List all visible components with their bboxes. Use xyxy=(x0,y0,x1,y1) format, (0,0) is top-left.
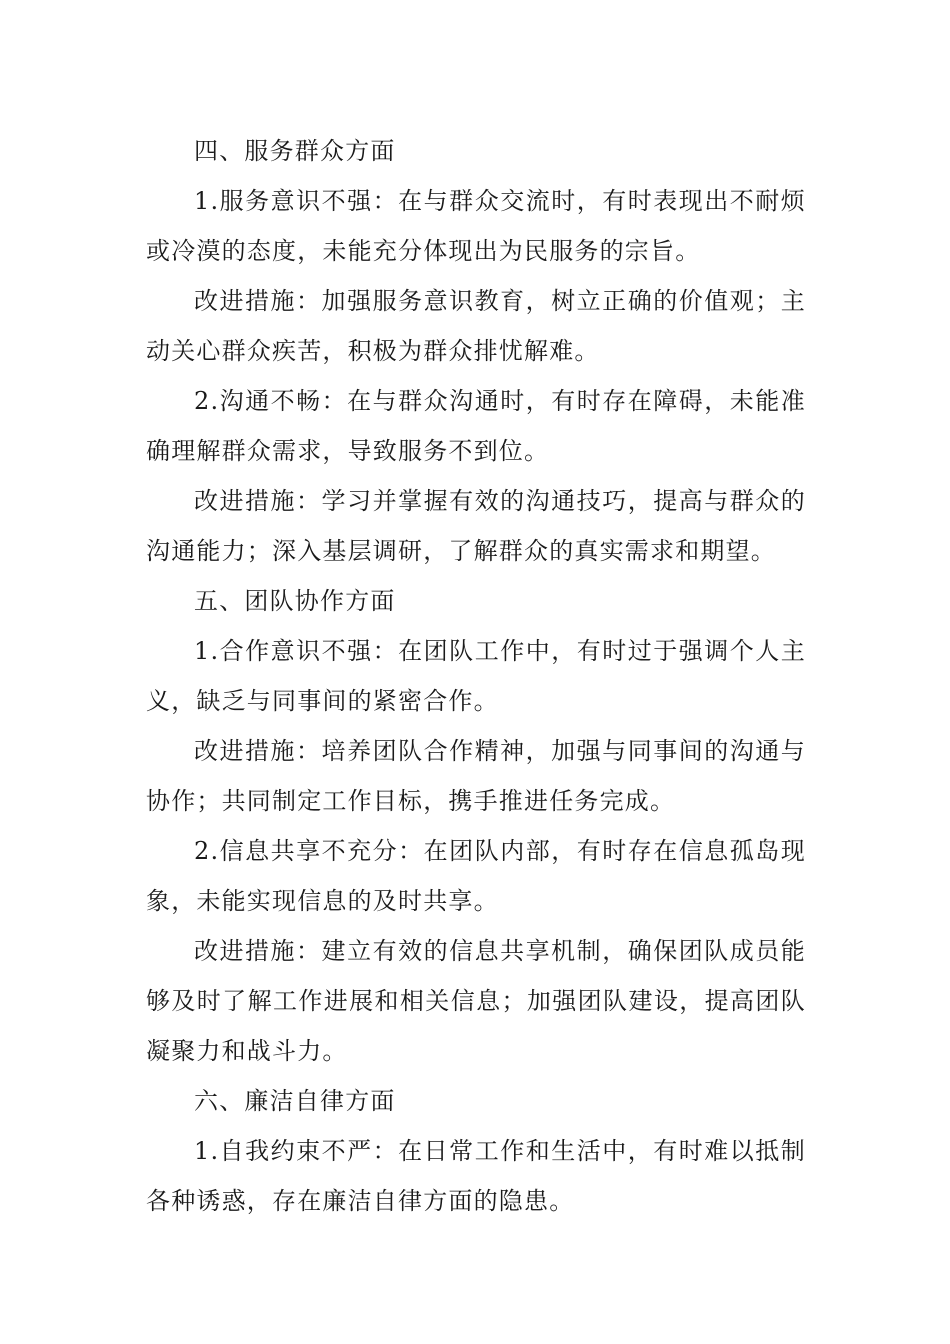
section-heading-integrity: 六、廉洁自律方面 xyxy=(194,1087,396,1115)
improvement-paragraph: 改进措施：加强服务意识教育，树立正确的价值观；主动关心群众疾苦，积极为群众排忧解难。 xyxy=(146,287,806,365)
issue-paragraph: 2.沟通不畅：在与群众沟通时，有时存在障碍，未能准确理解群众需求，导致服务不到位。 xyxy=(146,387,806,465)
issue-paragraph: 1.合作意识不强：在团队工作中，有时过于强调个人主义，缺乏与同事间的紧密合作。 xyxy=(146,637,806,715)
improvement-paragraph: 改进措施：学习并掌握有效的沟通技巧，提高与群众的沟通能力；深入基层调研，了解群众的真实需求和期望。 xyxy=(146,487,806,565)
document-body xyxy=(146,126,806,1226)
improvement-paragraph: 改进措施：建立有效的信息共享机制，确保团队成员能够及时了解工作进展和相关信息；加强团队建设，提高团队凝聚力和战斗力。 xyxy=(146,937,806,1065)
issue-paragraph: 2.信息共享不充分：在团队内部，有时存在信息孤岛现象，未能实现信息的及时共享。 xyxy=(146,837,806,915)
issue-paragraph: 1.自我约束不严：在日常工作和生活中，有时难以抵制各种诱惑，存在廉洁自律方面的隐患。 xyxy=(146,1137,806,1215)
improvement-paragraph: 改进措施：培养团队合作精神，加强与同事间的沟通与协作；共同制定工作目标，携手推进任务完成。 xyxy=(146,737,806,815)
issue-paragraph: 1.服务意识不强：在与群众交流时，有时表现出不耐烦或冷漠的态度，未能充分体现出为民服务的宗旨。 xyxy=(146,187,806,265)
section-heading-teamwork: 五、团队协作方面 xyxy=(194,587,396,615)
section-heading-service: 四、服务群众方面 xyxy=(194,137,396,165)
